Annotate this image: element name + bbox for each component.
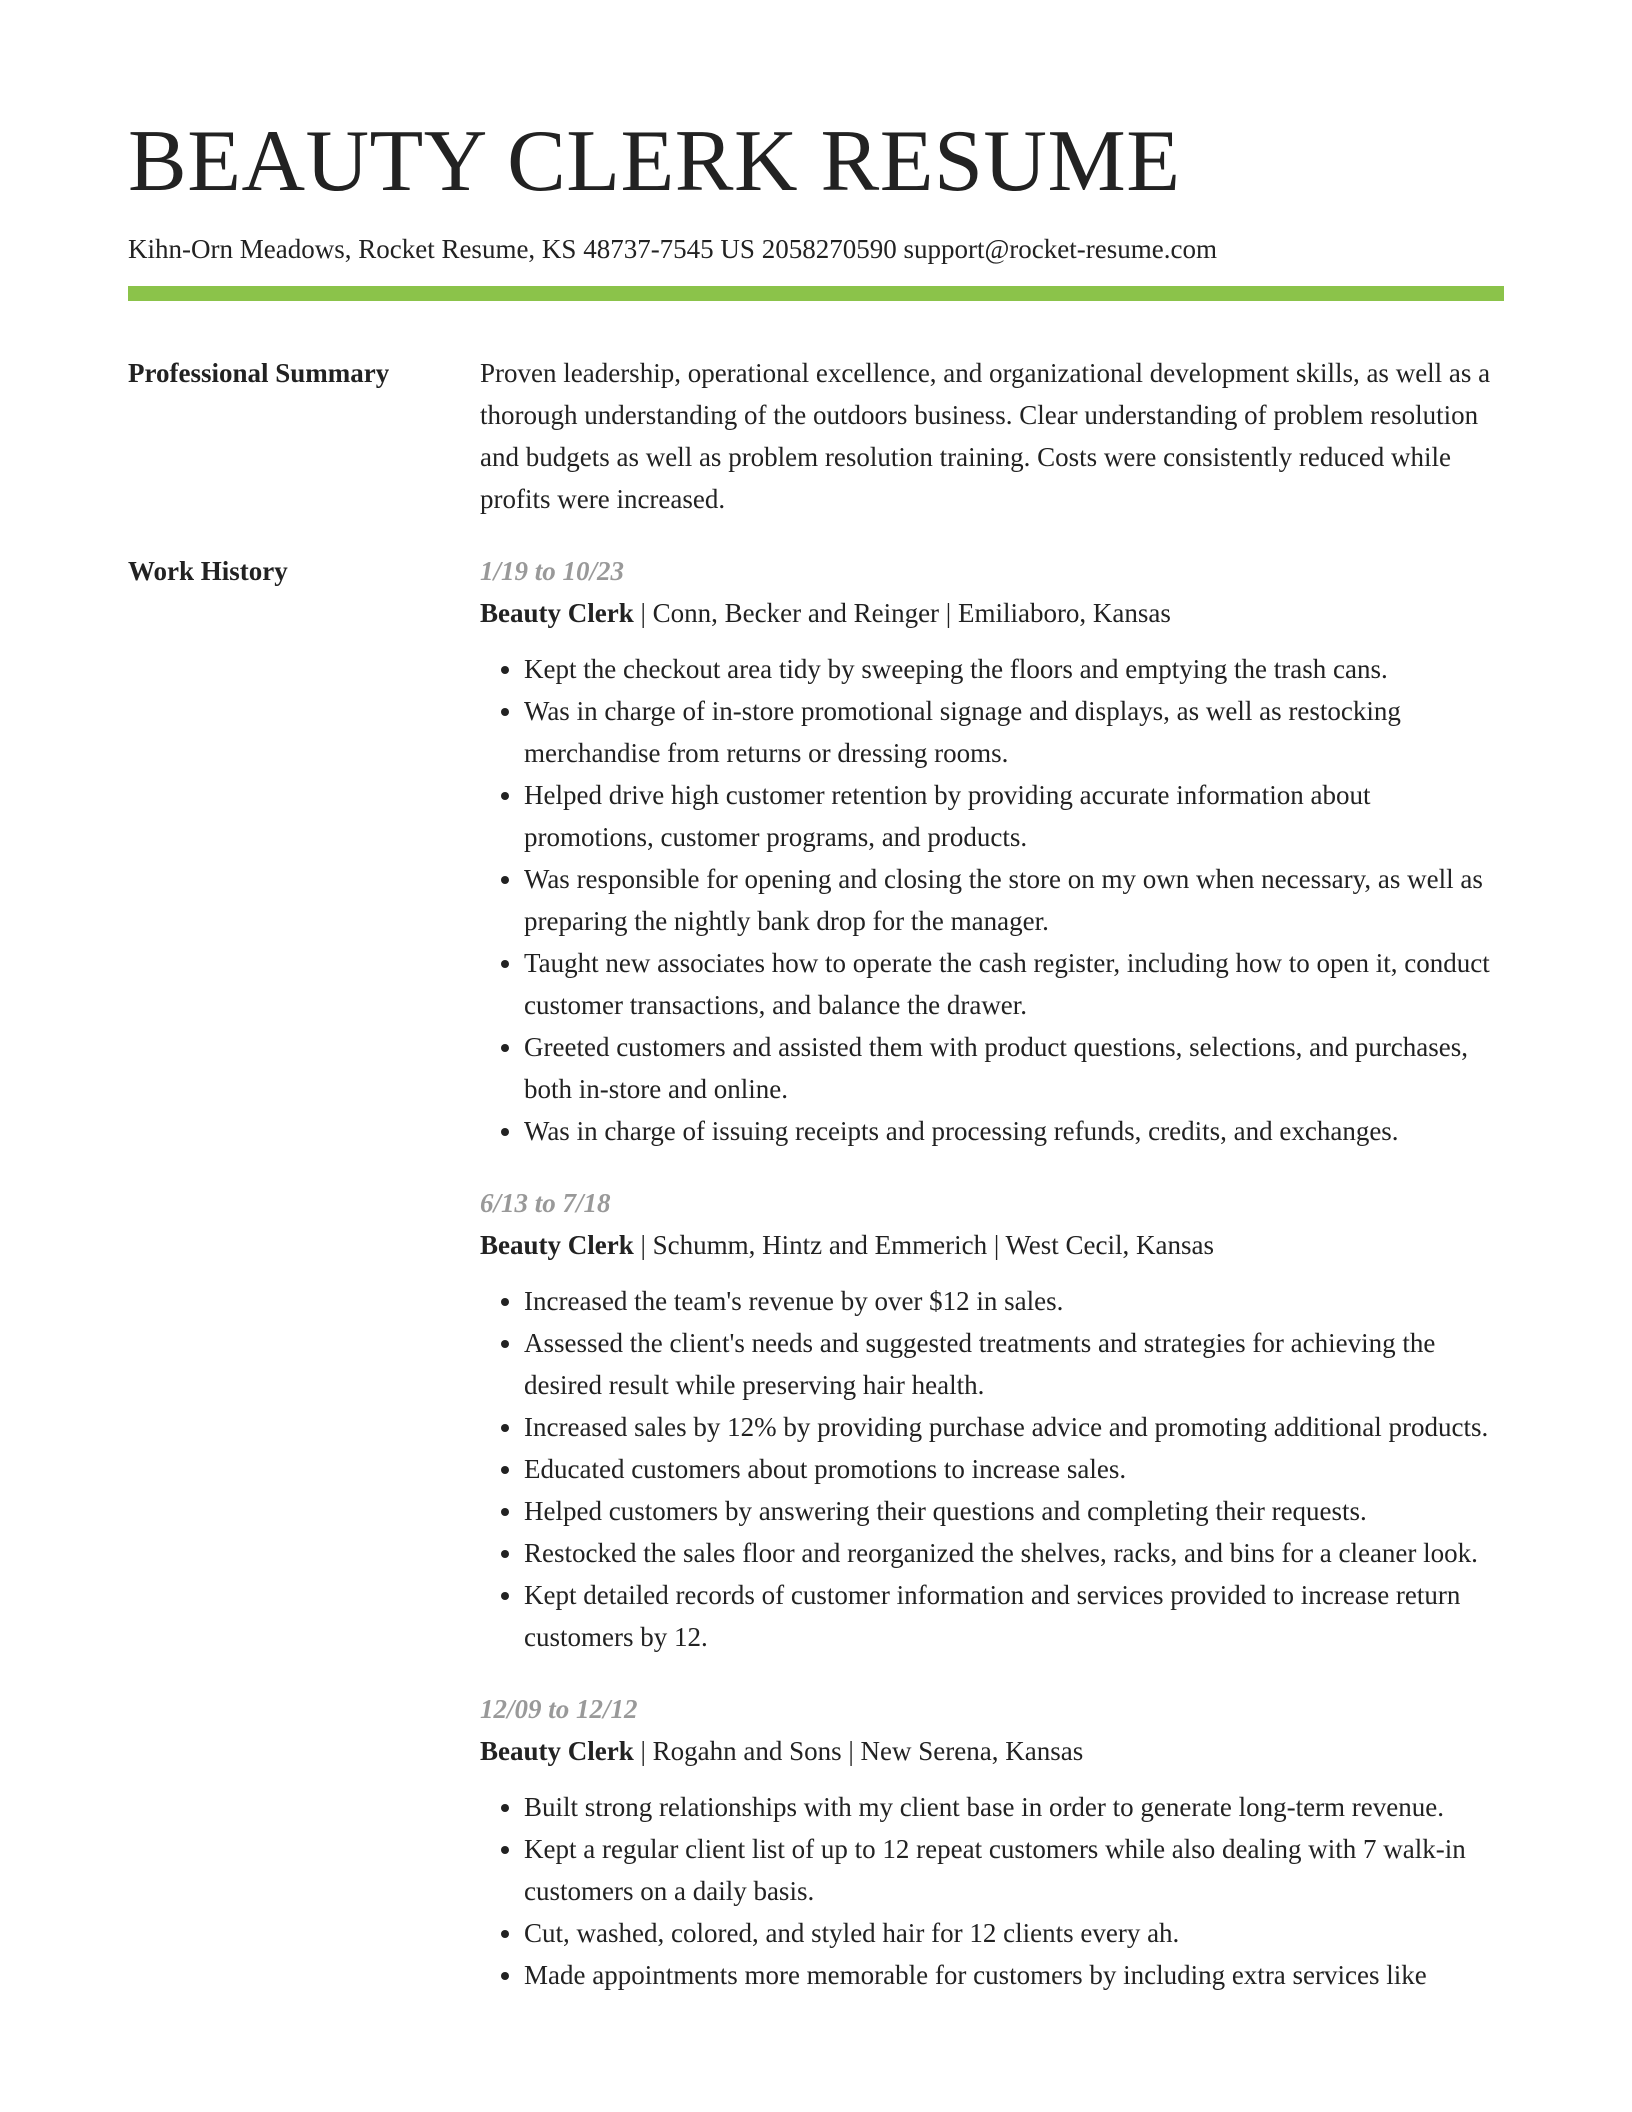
job-bullet-list: [480, 1786, 1504, 1996]
list-item: • Cut, washed, colored, and styled hair for 12 clients every ah.: [524, 1912, 1504, 1954]
job-bullet-list: [480, 1280, 1504, 1658]
work-history-body: [480, 550, 1504, 2026]
resume-title: BEAUTY CLERK RESUME: [128, 113, 1181, 210]
job-title: Beauty Clerk: [480, 1230, 634, 1260]
job-entry: [480, 550, 1504, 1152]
contact-line: Kihn-Orn Meadows, Rocket Resume, KS 48737-7545 US 2058270590 support@rocket-resume.com: [128, 234, 1217, 264]
job-dates: 1/19 to 10/23: [480, 556, 625, 586]
job-employer-location: | Rogahn and Sons | New Serena, Kansas: [633, 1736, 1084, 1766]
job-employer-location: | Schumm, Hintz and Emmerich | West Cecil, Kansas: [633, 1230, 1215, 1260]
list-item: • Kept detailed records of customer information and services provided to increase return customers by 12.: [524, 1574, 1504, 1658]
job-bullet-list: [480, 648, 1504, 1152]
list-item: • Made appointments more memorable for customers by including extra services like: [524, 1954, 1504, 1996]
job-dates: 12/09 to 12/12: [480, 1694, 638, 1724]
list-item: • Taught new associates how to operate the cash register, including how to open it, conduct customer transactions, and balance the drawer.: [524, 942, 1504, 1026]
job-heading: [480, 1730, 1504, 1772]
list-item: • Helped customers by answering their questions and completing their requests.: [524, 1490, 1504, 1532]
list-item: • Was in charge of issuing receipts and processing refunds, credits, and exchanges.: [524, 1110, 1504, 1152]
list-item: • Was in charge of in-store promotional signage and displays, as well as restocking merchandise from returns or dressing rooms.: [524, 690, 1504, 774]
list-item: • Kept a regular client list of up to 12 repeat customers while also dealing with 7 walk-in customers on a daily basis.: [524, 1828, 1504, 1912]
job-heading: [480, 1224, 1504, 1266]
list-item: • Kept the checkout area tidy by sweeping the floors and emptying the trash cans.: [524, 648, 1504, 690]
summary-text: Proven leadership, operational excellence, and organizational development skills, as well as a thorough understanding of the outdoors business. Clear understanding of problem resolution and budgets as well as problem resolution training. Costs were consistently reduced while profits were increased.: [480, 358, 1491, 514]
job-entry: [480, 1182, 1504, 1658]
list-item: • Increased the team's revenue by over $12 in sales.: [524, 1280, 1504, 1322]
section-label-professional-summary: Professional Summary: [128, 358, 390, 388]
job-title: Beauty Clerk: [480, 1736, 634, 1766]
accent-divider: [128, 286, 1504, 301]
list-item: • Was responsible for opening and closing the store on my own when necessary, as well as preparing the nightly bank drop for the manager.: [524, 858, 1504, 942]
summary-body: [480, 352, 1504, 520]
list-item: • Assessed the client's needs and suggested treatments and strategies for achieving the desired result while preserving hair health.: [524, 1322, 1504, 1406]
list-item: • Helped drive high customer retention by providing accurate information about promotions, customer programs, and products.: [524, 774, 1504, 858]
list-item: • Restocked the sales floor and reorganized the shelves, racks, and bins for a cleaner look.: [524, 1532, 1504, 1574]
list-item: • Greeted customers and assisted them with product questions, selections, and purchases, both in-store and online.: [524, 1026, 1504, 1110]
job-heading: [480, 592, 1504, 634]
list-item: • Increased sales by 12% by providing purchase advice and promoting additional products.: [524, 1406, 1504, 1448]
job-title: Beauty Clerk: [480, 598, 634, 628]
section-label-work-history: Work History: [128, 556, 288, 586]
list-item: • Built strong relationships with my client base in order to generate long-term revenue.: [524, 1786, 1504, 1828]
job-dates: 6/13 to 7/18: [480, 1188, 611, 1218]
job-employer-location: | Conn, Becker and Reinger | Emiliaboro, Kansas: [633, 598, 1171, 628]
list-item: • Educated customers about promotions to increase sales.: [524, 1448, 1504, 1490]
job-entry: [480, 1688, 1504, 1996]
